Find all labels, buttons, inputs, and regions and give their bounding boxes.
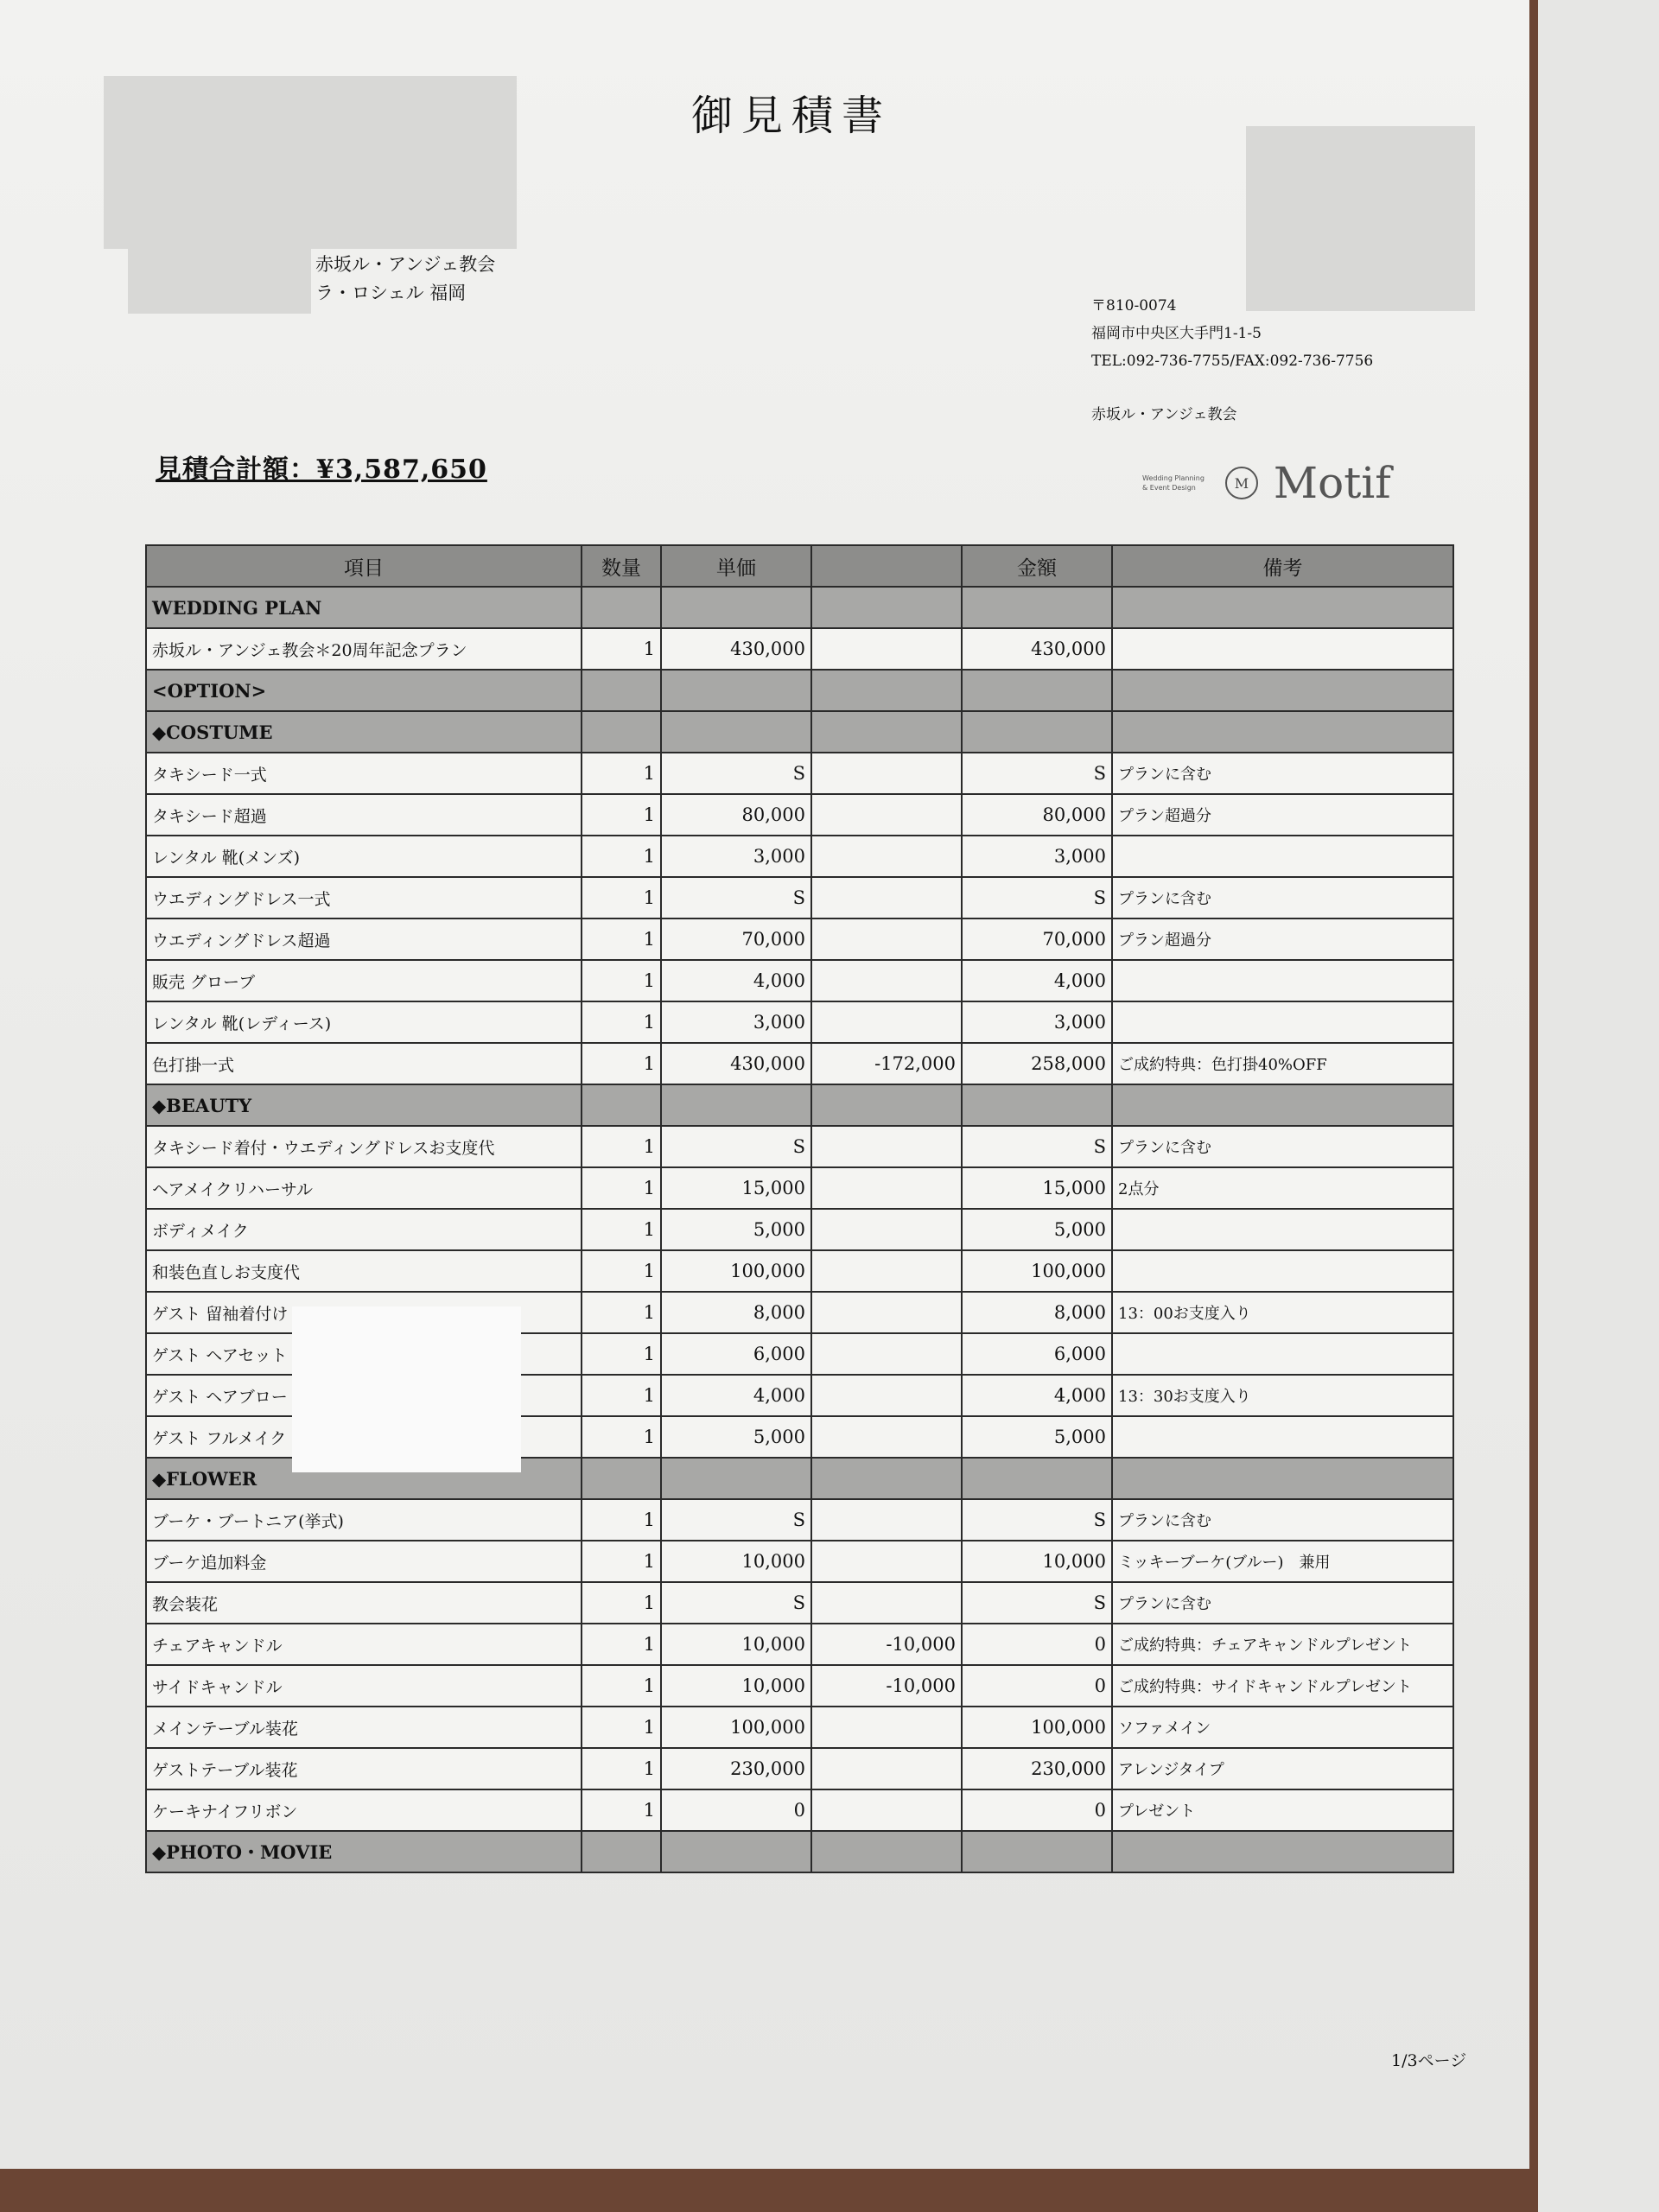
item-note: プランに含む (1112, 877, 1453, 918)
item-amount: 4,000 (962, 960, 1112, 1001)
empty-cell (962, 587, 1112, 628)
header-qty: 数量 (582, 545, 661, 587)
customer-block (315, 251, 495, 308)
item-unit-price: 5,000 (661, 1209, 811, 1250)
item-amount: 80,000 (962, 794, 1112, 836)
item-qty: 1 (582, 1292, 661, 1333)
section-row (146, 670, 1453, 711)
item-note: アレンジタイプ (1112, 1748, 1453, 1789)
item-name: タキシード一式 (146, 753, 582, 794)
empty-cell (962, 1458, 1112, 1499)
item-note: ご成約特典：チェアキャンドルプレゼント (1112, 1624, 1453, 1665)
empty-cell (962, 1084, 1112, 1126)
item-qty: 1 (582, 1126, 661, 1167)
item-discount (811, 877, 962, 918)
item-unit-price: 10,000 (661, 1665, 811, 1707)
table-row (146, 1789, 1453, 1831)
table-row (146, 794, 1453, 836)
item-name: ゲスト ヘアブロー (146, 1375, 582, 1416)
item-discount (811, 1748, 962, 1789)
logo-tagline-2: & Event Design (1142, 484, 1196, 492)
item-amount: 15,000 (962, 1167, 1112, 1209)
item-qty: 1 (582, 1375, 661, 1416)
empty-cell (661, 587, 811, 628)
item-discount (811, 1126, 962, 1167)
item-discount (811, 1167, 962, 1209)
item-discount (811, 1416, 962, 1458)
item-unit-price: 0 (661, 1789, 811, 1831)
item-discount (811, 1541, 962, 1582)
empty-cell (962, 711, 1112, 753)
item-note (1112, 836, 1453, 877)
item-name: レンタル 靴(レディース) (146, 1001, 582, 1043)
item-amount: 10,000 (962, 1541, 1112, 1582)
item-discount: -172,000 (811, 1043, 962, 1084)
item-unit-price: 8,000 (661, 1292, 811, 1333)
table-row (146, 1582, 1453, 1624)
item-note (1112, 1209, 1453, 1250)
section-row (146, 1084, 1453, 1126)
page-number: 1/3ページ (1391, 2051, 1467, 2070)
item-unit-price: 230,000 (661, 1748, 811, 1789)
item-amount: 0 (962, 1665, 1112, 1707)
item-qty: 1 (582, 1209, 661, 1250)
item-name: タキシード超過 (146, 794, 582, 836)
item-amount: 5,000 (962, 1209, 1112, 1250)
item-unit-price: 15,000 (661, 1167, 811, 1209)
empty-cell (582, 1458, 661, 1499)
header-unit-price: 単価 (661, 545, 811, 587)
item-amount: 3,000 (962, 836, 1112, 877)
item-name: レンタル 靴(メンズ) (146, 836, 582, 877)
empty-cell (962, 670, 1112, 711)
item-name: チェアキャンドル (146, 1624, 582, 1665)
item-unit-price: 3,000 (661, 1001, 811, 1043)
item-amount: 5,000 (962, 1416, 1112, 1458)
item-qty: 1 (582, 1043, 661, 1084)
item-amount: 100,000 (962, 1250, 1112, 1292)
item-qty: 1 (582, 836, 661, 877)
item-unit-price: 430,000 (661, 1043, 811, 1084)
item-amount: S (962, 1582, 1112, 1624)
item-unit-price: 430,000 (661, 628, 811, 670)
item-note: プランに含む (1112, 1582, 1453, 1624)
table-row (146, 753, 1453, 794)
empty-cell (1112, 1831, 1453, 1872)
table-row (146, 1499, 1453, 1541)
item-note: 13：30お支度入り (1112, 1375, 1453, 1416)
item-name: ウエディングドレス一式 (146, 877, 582, 918)
item-qty: 1 (582, 1789, 661, 1831)
item-amount: S (962, 877, 1112, 918)
table-row (146, 1748, 1453, 1789)
item-note (1112, 1250, 1453, 1292)
table-row (146, 1624, 1453, 1665)
table-row (146, 1043, 1453, 1084)
next-page-edge (1538, 0, 1659, 2212)
empty-cell (1112, 1084, 1453, 1126)
empty-cell (661, 711, 811, 753)
table-header-row (146, 545, 1453, 587)
item-unit-price: 80,000 (661, 794, 811, 836)
item-discount (811, 1333, 962, 1375)
item-name: ゲストテーブル装花 (146, 1748, 582, 1789)
document-title: 御見積書 (691, 92, 893, 140)
item-qty: 1 (582, 960, 661, 1001)
item-discount (811, 1250, 962, 1292)
item-unit-price: S (661, 1126, 811, 1167)
table-row (146, 1665, 1453, 1707)
item-note: プランに含む (1112, 1126, 1453, 1167)
item-unit-price: 4,000 (661, 960, 811, 1001)
item-qty: 1 (582, 1001, 661, 1043)
item-amount: 0 (962, 1789, 1112, 1831)
item-unit-price: S (661, 877, 811, 918)
item-unit-price: 70,000 (661, 918, 811, 960)
item-discount (811, 960, 962, 1001)
table-row (146, 1126, 1453, 1167)
item-note: ソファメイン (1112, 1707, 1453, 1748)
item-name: ブーケ追加料金 (146, 1541, 582, 1582)
item-amount: 70,000 (962, 918, 1112, 960)
item-name: ゲスト 留袖着付け (146, 1292, 582, 1333)
section-title: ◆COSTUME (146, 711, 582, 753)
item-discount (811, 753, 962, 794)
header-discount (811, 545, 962, 587)
empty-cell (582, 670, 661, 711)
header-amount: 金額 (962, 545, 1112, 587)
item-note: プラン超過分 (1112, 794, 1453, 836)
item-unit-price: 4,000 (661, 1375, 811, 1416)
item-discount (811, 918, 962, 960)
section-title: ◆PHOTO・MOVIE (146, 1831, 582, 1872)
item-name: ゲスト フルメイク (146, 1416, 582, 1458)
motif-logo (1142, 458, 1391, 508)
item-amount: 0 (962, 1624, 1112, 1665)
item-note: ミッキーブーケ(ブルー) 兼用 (1112, 1541, 1453, 1582)
company-address: 福岡市中央区大手門1-1-5 (1091, 325, 1262, 342)
item-qty: 1 (582, 1333, 661, 1375)
item-amount: 3,000 (962, 1001, 1112, 1043)
section-title: WEDDING PLAN (146, 587, 582, 628)
table-row (146, 1250, 1453, 1292)
item-unit-price: 100,000 (661, 1707, 811, 1748)
item-discount (811, 1499, 962, 1541)
empty-cell (811, 1458, 962, 1499)
item-name: ウエディングドレス超過 (146, 918, 582, 960)
item-note: プランに含む (1112, 753, 1453, 794)
item-name: 赤坂ル・アンジェ教会＊20周年記念プラン (146, 628, 582, 670)
item-amount: 258,000 (962, 1043, 1112, 1084)
item-unit-price: 10,000 (661, 1624, 811, 1665)
item-unit-price: S (661, 1582, 811, 1624)
item-name: ブーケ・ブートニア(挙式) (146, 1499, 582, 1541)
table-row (146, 877, 1453, 918)
item-note (1112, 960, 1453, 1001)
item-discount (811, 836, 962, 877)
estimate-table (145, 544, 1454, 1873)
empty-cell (661, 670, 811, 711)
item-amount: S (962, 1126, 1112, 1167)
table-row (146, 1001, 1453, 1043)
empty-cell (582, 711, 661, 753)
item-note: プレゼント (1112, 1789, 1453, 1831)
item-discount (811, 1582, 962, 1624)
item-qty: 1 (582, 1707, 661, 1748)
item-unit-price: 100,000 (661, 1250, 811, 1292)
item-discount (811, 794, 962, 836)
empty-cell (661, 1831, 811, 1872)
redacted-area (104, 76, 517, 249)
item-name: ボディメイク (146, 1209, 582, 1250)
empty-cell (811, 670, 962, 711)
item-qty: 1 (582, 918, 661, 960)
item-qty: 1 (582, 1499, 661, 1541)
item-qty: 1 (582, 753, 661, 794)
blanked-area (292, 1306, 521, 1472)
table-row (146, 1541, 1453, 1582)
item-name: 教会装花 (146, 1582, 582, 1624)
item-amount: 8,000 (962, 1292, 1112, 1333)
item-discount (811, 1209, 962, 1250)
item-qty: 1 (582, 1665, 661, 1707)
item-name: サイドキャンドル (146, 1665, 582, 1707)
item-note: ご成約特典：サイドキャンドルプレゼント (1112, 1665, 1453, 1707)
item-note: プランに含む (1112, 1499, 1453, 1541)
section-row (146, 1831, 1453, 1872)
empty-cell (1112, 587, 1453, 628)
empty-cell (811, 1084, 962, 1126)
customer-line-1: 赤坂ル・アンジェ教会 (315, 254, 496, 275)
item-unit-price: 3,000 (661, 836, 811, 877)
item-note (1112, 1333, 1453, 1375)
item-amount: S (962, 1499, 1112, 1541)
empty-cell (1112, 670, 1453, 711)
table-row (146, 960, 1453, 1001)
empty-cell (811, 587, 962, 628)
logo-tagline-1: Wedding Planning (1142, 474, 1205, 482)
item-amount: 100,000 (962, 1707, 1112, 1748)
item-amount: 6,000 (962, 1333, 1112, 1375)
item-name: ケーキナイフリボン (146, 1789, 582, 1831)
logo-mark-icon: M (1225, 467, 1258, 499)
item-amount: 4,000 (962, 1375, 1112, 1416)
empty-cell (661, 1458, 811, 1499)
table-row (146, 1707, 1453, 1748)
item-name: 和装色直しお支度代 (146, 1250, 582, 1292)
item-discount (811, 1001, 962, 1043)
item-note: 13：00お支度入り (1112, 1292, 1453, 1333)
item-amount: S (962, 753, 1112, 794)
section-title: ◆BEAUTY (146, 1084, 582, 1126)
section-row (146, 711, 1453, 753)
item-qty: 1 (582, 1748, 661, 1789)
item-note (1112, 1001, 1453, 1043)
empty-cell (582, 1084, 661, 1126)
item-unit-price: 10,000 (661, 1541, 811, 1582)
table-row (146, 836, 1453, 877)
item-discount (811, 628, 962, 670)
logo-tagline (1142, 474, 1205, 493)
section-title: ◆FLOWER (146, 1458, 582, 1499)
item-note: 2点分 (1112, 1167, 1453, 1209)
item-qty: 1 (582, 1541, 661, 1582)
item-amount: 230,000 (962, 1748, 1112, 1789)
item-note (1112, 628, 1453, 670)
item-discount (811, 1707, 962, 1748)
item-qty: 1 (582, 1416, 661, 1458)
item-discount (811, 1789, 962, 1831)
table-row (146, 1167, 1453, 1209)
section-title: <OPTION> (146, 670, 582, 711)
empty-cell (811, 1831, 962, 1872)
section-row (146, 587, 1453, 628)
empty-cell (661, 1084, 811, 1126)
item-qty: 1 (582, 1624, 661, 1665)
item-unit-price: 6,000 (661, 1333, 811, 1375)
table-row (146, 628, 1453, 670)
item-note (1112, 1416, 1453, 1458)
estimate-table-body (146, 587, 1453, 1872)
item-discount (811, 1375, 962, 1416)
item-unit-price: S (661, 753, 811, 794)
item-qty: 1 (582, 1167, 661, 1209)
item-unit-price: S (661, 1499, 811, 1541)
company-name: 赤坂ル・アンジェ教会 (1091, 406, 1237, 423)
table-row (146, 918, 1453, 960)
item-note: ご成約特典：色打掛40%OFF (1112, 1043, 1453, 1084)
item-qty: 1 (582, 794, 661, 836)
estimate-total: 見積合計額：¥3,587,650 (156, 454, 487, 485)
table-row (146, 1209, 1453, 1250)
item-discount: -10,000 (811, 1624, 962, 1665)
company-block (1091, 292, 1373, 429)
item-qty: 1 (582, 628, 661, 670)
empty-cell (1112, 1458, 1453, 1499)
item-name: ゲスト ヘアセット (146, 1333, 582, 1375)
company-postal: 〒810-0074 (1091, 297, 1177, 315)
item-qty: 1 (582, 877, 661, 918)
empty-cell (811, 711, 962, 753)
item-discount: -10,000 (811, 1665, 962, 1707)
item-note: プラン超過分 (1112, 918, 1453, 960)
item-name: 色打掛一式 (146, 1043, 582, 1084)
empty-cell (582, 1831, 661, 1872)
customer-line-2: ラ・ロシェル 福岡 (315, 283, 467, 303)
item-name: タキシード着付・ウエディングドレスお支度代 (146, 1126, 582, 1167)
header-note: 備考 (1112, 545, 1453, 587)
item-discount (811, 1292, 962, 1333)
redacted-area (128, 246, 311, 314)
logo-wordmark: Motif (1273, 458, 1391, 508)
item-name: ヘアメイクリハーサル (146, 1167, 582, 1209)
company-tel: TEL:092-736-7755/FAX:092-736-7756 (1091, 353, 1374, 370)
item-qty: 1 (582, 1250, 661, 1292)
empty-cell (1112, 711, 1453, 753)
item-unit-price: 5,000 (661, 1416, 811, 1458)
item-amount: 430,000 (962, 628, 1112, 670)
redacted-area (1246, 126, 1475, 311)
item-qty: 1 (582, 1582, 661, 1624)
item-name: 販売 グローブ (146, 960, 582, 1001)
empty-cell (962, 1831, 1112, 1872)
header-item: 項目 (146, 545, 582, 587)
item-name: メインテーブル装花 (146, 1707, 582, 1748)
empty-cell (582, 587, 661, 628)
